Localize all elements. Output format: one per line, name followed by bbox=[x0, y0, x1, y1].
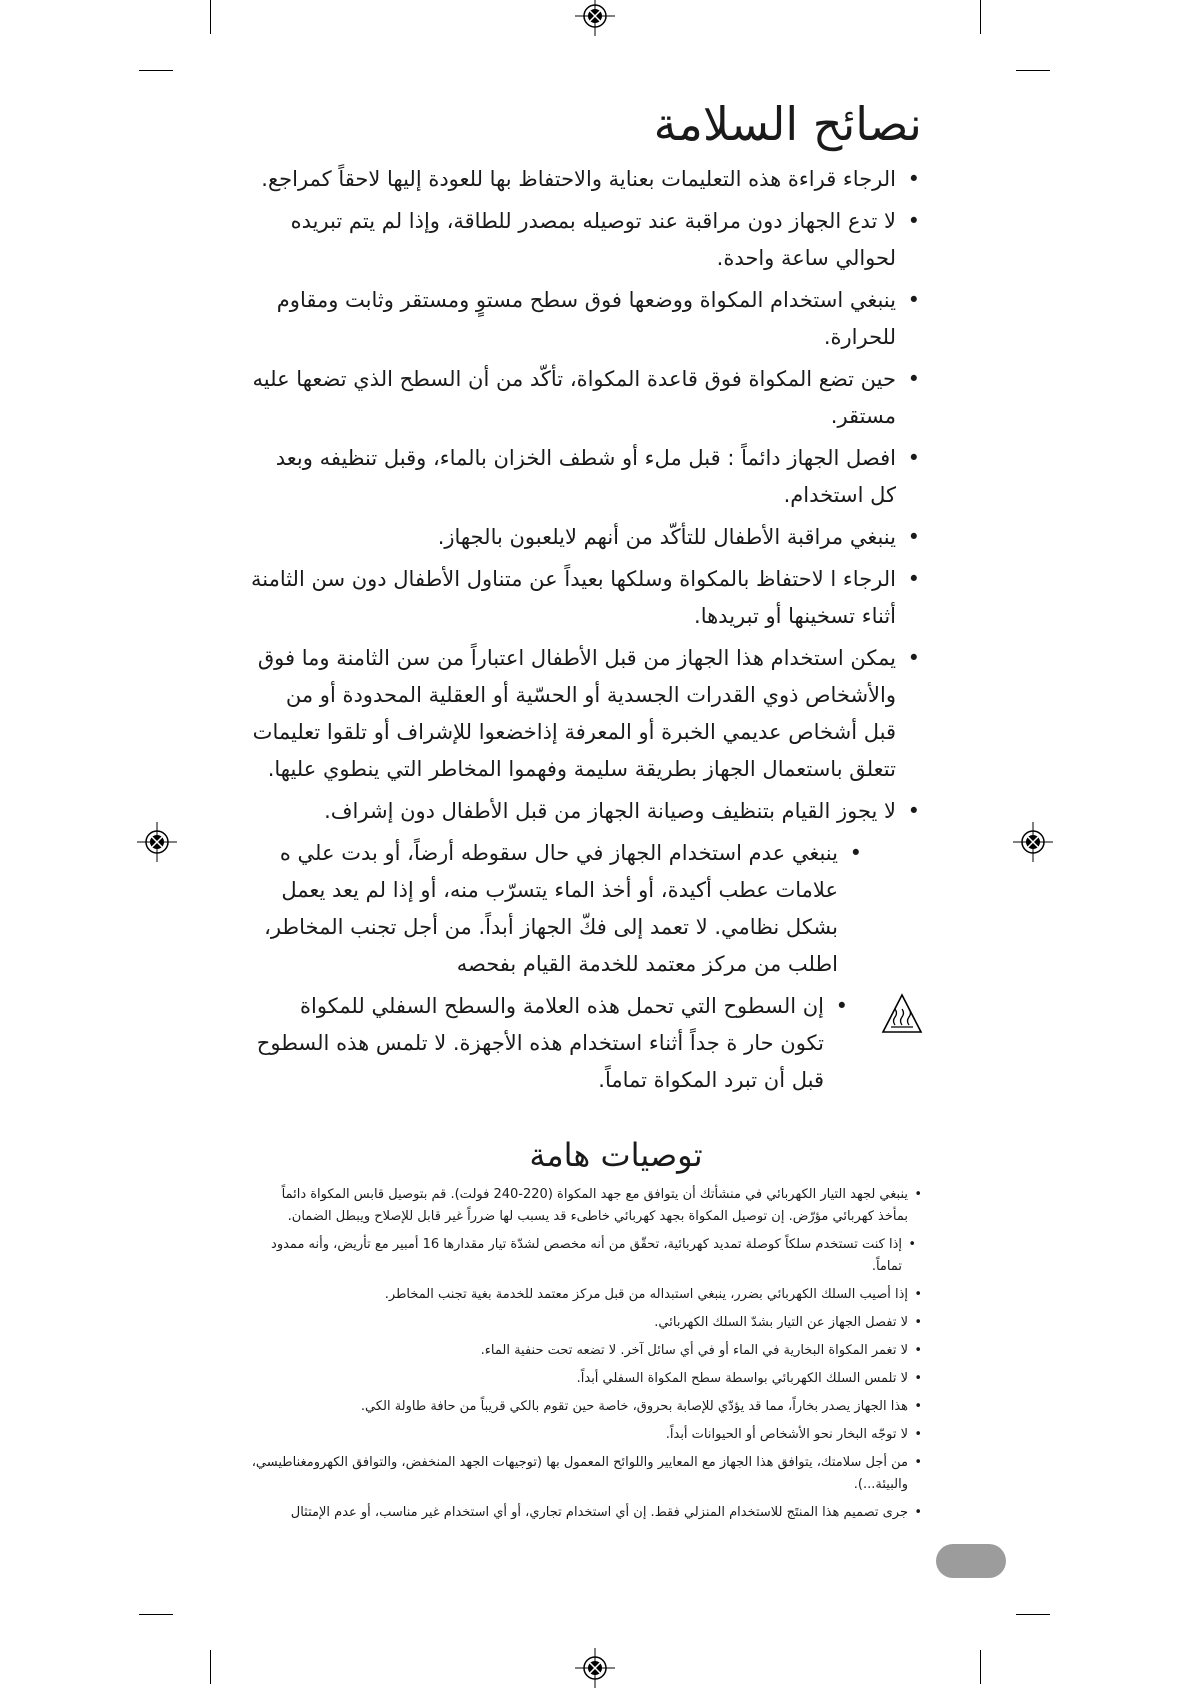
crop-mark bbox=[1016, 70, 1050, 71]
list-item: • افصل الجهاز دائماً : قبل ملء أو شطف الخزان بالماء، وقبل تنظيفه وبعد كل استخدام. bbox=[250, 440, 922, 514]
crop-mark bbox=[1016, 1614, 1050, 1615]
list-item: • يمكن استخدام هذا الجهاز من قبل الأطفال اعتباراً من سن الثامنة وما فوق والأشخاص ذوي القدرات الجسدية أو الحسّية أو العقلية المحدودة أو من قبل أشخاص عديمي الخبرة أو المعرفة إذاخضعوا للإشراف أو تلقوا تعليمات تتعلق باستعمال الجهاز بطريقة سليمة وفهموا المخاطر التي ينطوي عليها. bbox=[250, 640, 922, 788]
list-item: • ينبغي عدم استخدام الجهاز في حال سقوطه أرضاً، أو بدت علي ه علامات عطب أكيدة، أو أخذ الماء يتسرّب منه، أو إذا لم يعد يعمل بشكل نظامي. لا تعمد إلى فكّ الجهاز أبداً. من أجل تجنب المخاطر، اطلب من مركز معتمد للخدمة القيام بفحصه bbox=[250, 835, 864, 983]
list-item: • من أجل سلامتك، يتوافق هذا الجهاز مع المعايير واللوائح المعمول بها (توجيهات الجهد المنخفض، والتوافق الكهرومغناطيسي، والبيئة...). bbox=[250, 1452, 922, 1496]
crop-mark bbox=[980, 1650, 981, 1684]
page-number-tab bbox=[936, 1544, 1006, 1578]
list-item: • إذا أصيب السلك الكهربائي بضرر، ينبغي استبداله من قبل مركز معتمد للخدمة بغية تجنب المخاطر. bbox=[250, 1284, 922, 1306]
list-item: • لا توجّه البخار نحو الأشخاص أو الحيوانات أبداً. bbox=[250, 1424, 922, 1446]
hot-surface-warning-icon bbox=[880, 992, 924, 1036]
crop-mark bbox=[139, 1614, 173, 1615]
registration-mark-icon bbox=[575, 1648, 615, 1688]
crop-mark bbox=[210, 0, 211, 34]
list-item: • إذا كنت تستخدم سلكاً كوصلة تمديد كهربائية، تحقّق من أنه مخصص لشدّة تيار مقدارها 16 أمبير مع تأريض، وأنه ممدود تماماً. bbox=[250, 1234, 916, 1278]
recommendations-section bbox=[250, 1136, 922, 1530]
recommendations-list bbox=[250, 1184, 922, 1524]
list-item: • ينبغي استخدام المكواة ووضعها فوق سطح مستوٍ ومستقر وثابت ومقاوم للحرارة. bbox=[250, 282, 922, 356]
safety-section bbox=[250, 98, 922, 1104]
list-item: • ينبغي لجهد التيار الكهربائي في منشأتك أن يتوافق مع جهد المكواة (220-240 فولت). قم بتوصيل قابس المكواة دائماً بمأخذ كهربائي مؤرّض. إن توصيل المكواة بجهد كهربائي خاطىء قد يسبب لها ضرراً غير قابل للإصلاح ويبطل الضمان. bbox=[250, 1184, 922, 1228]
list-item: • لا تفصل الجهاز عن التيار بشدّ السلك الكهربائي. bbox=[250, 1312, 922, 1334]
list-item: • الرجاء ا لاحتفاظ بالمكواة وسلكها بعيداً عن متناول الأطفال دون سن الثامنة أثناء تسخينها أو تبريدها. bbox=[250, 561, 922, 635]
list-item: • لا تلمس السلك الكهربائي بواسطة سطح المكواة السفلي أبداً. bbox=[250, 1368, 922, 1390]
list-item: • ينبغي مراقبة الأطفال للتأكّد من أنهم لايلعبون بالجهاز. bbox=[250, 519, 922, 556]
crop-mark bbox=[980, 0, 981, 34]
registration-mark-icon bbox=[575, 0, 615, 36]
recommendations-title: توصيات هامة bbox=[529, 1136, 703, 1174]
crop-mark bbox=[210, 1650, 211, 1684]
list-item: • الرجاء قراءة هذه التعليمات بعناية والاحتفاظ بها للعودة إليها لاحقاً كمراجع. bbox=[250, 161, 922, 198]
registration-mark-icon bbox=[137, 822, 177, 862]
list-item: • لا يجوز القيام بتنظيف وصيانة الجهاز من قبل الأطفال دون إشراف. bbox=[250, 793, 922, 830]
registration-mark-icon bbox=[1013, 822, 1053, 862]
list-item: • جرى تصميم هذا المنتَج للاستخدام المنزلي فقط. إن أي استخدام تجاري، أو أي استخدام غير مناسب، أو عدم الإمتثال bbox=[250, 1502, 922, 1524]
hot-surface-warning-item bbox=[250, 988, 864, 1099]
warning-text: إن السطوح التي تحمل هذه العلامة والسطح السفلي للمكواة تكون حار ة جداً أثناء استخدام هذه الأجهزة. لا تلمس هذه السطوح قبل أن تبرد المكواة تماماً. bbox=[256, 993, 824, 1092]
list-item: • لا تدع الجهاز دون مراقبة عند توصيله بمصدر للطاقة، وإذا لم يتم تبريده لحوالي ساعة واحدة. bbox=[250, 203, 922, 277]
crop-mark bbox=[139, 70, 173, 71]
list-item: • هذا الجهاز يصدر بخاراً، مما قد يؤدّي للإصابة بحروق، خاصة حين تقوم بالكي قريباً من حافة طاولة الكي. bbox=[250, 1396, 922, 1418]
safety-title: نصائح السلامة bbox=[653, 97, 922, 151]
list-item: • لا تغمر المكواة البخارية في الماء أو في أي سائل آخر. لا تضعه تحت حنفية الماء. bbox=[250, 1340, 922, 1362]
list-item: • حين تضع المكواة فوق قاعدة المكواة، تأكّد من أن السطح الذي تضعها عليه مستقر. bbox=[250, 361, 922, 435]
safety-list bbox=[250, 161, 922, 1099]
